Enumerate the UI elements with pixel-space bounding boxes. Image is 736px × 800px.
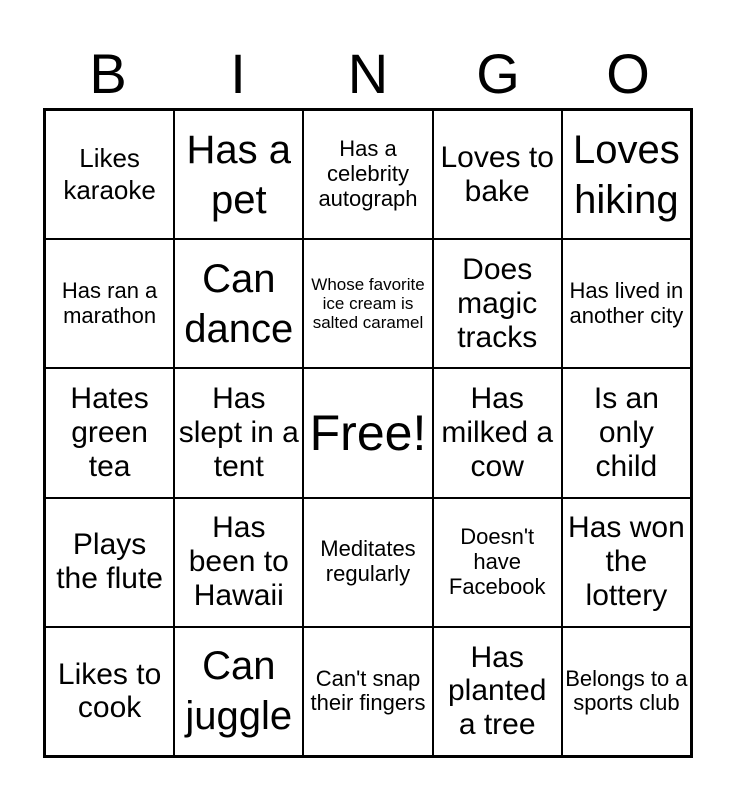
cell-text: Has milked a cow — [441, 382, 554, 483]
free-space: Free! — [309, 404, 427, 461]
cell-text: Has a pet — [186, 127, 292, 222]
bingo-cell-r2c1[interactable] — [45, 239, 174, 368]
cell-text: Can juggle — [185, 644, 293, 739]
bingo-cell-r3c2[interactable] — [174, 368, 303, 497]
cell-text: Doesn't have Facebook — [448, 523, 546, 599]
cell-text: Has ran a marathon — [61, 277, 158, 328]
cell-text: Has slept in a tent — [178, 382, 299, 483]
bingo-cell-r2c2[interactable] — [174, 239, 303, 368]
bingo-header — [43, 40, 693, 108]
bingo-cell-r4c2[interactable] — [174, 498, 303, 627]
cell-text: Belongs to a sports club — [565, 665, 688, 716]
cell-text: Has been to Hawaii — [188, 511, 289, 613]
bingo-cell-r1c1[interactable] — [45, 110, 174, 239]
bingo-cell-r5c4[interactable] — [433, 627, 562, 756]
cell-text: Is an only child — [593, 382, 659, 483]
bingo-cell-r2c4[interactable] — [433, 239, 562, 368]
cell-text: Has won the lottery — [568, 511, 685, 613]
bingo-board — [43, 108, 693, 758]
bingo-cell-r4c5[interactable] — [562, 498, 691, 627]
bingo-cell-r5c1[interactable] — [45, 627, 174, 756]
bingo-cell-r4c4[interactable] — [433, 498, 562, 627]
cell-text: Can dance — [184, 256, 294, 351]
bingo-cell-r5c3[interactable] — [303, 627, 432, 756]
bingo-cell-r3c5[interactable] — [562, 368, 691, 497]
bingo-cell-r2c5[interactable] — [562, 239, 691, 368]
bingo-cell-r4c3[interactable] — [303, 498, 432, 627]
cell-text: Loves hiking — [573, 127, 680, 222]
header-letter-o: O — [606, 42, 650, 105]
cell-text: Has lived in another city — [569, 277, 684, 328]
bingo-cell-r1c4[interactable] — [433, 110, 562, 239]
header-letter-g: G — [476, 42, 520, 105]
bingo-cell-r5c2[interactable] — [174, 627, 303, 756]
cell-text: Likes to cook — [57, 657, 162, 725]
cell-text: Hates green tea — [70, 382, 149, 483]
cell-text: Can't snap their fingers — [310, 665, 426, 716]
cell-text: Loves to bake — [440, 140, 554, 208]
cell-text: Whose favorite ice cream is salted caramel — [311, 274, 425, 333]
bingo-cell-r3c3[interactable] — [303, 368, 432, 497]
bingo-cell-r1c5[interactable] — [562, 110, 691, 239]
header-letter-i: I — [230, 42, 246, 105]
bingo-cell-r3c4[interactable] — [433, 368, 562, 497]
bingo-cell-r1c2[interactable] — [174, 110, 303, 239]
cell-text: Has planted a tree — [447, 640, 547, 742]
cell-text: Plays the flute — [56, 528, 163, 596]
cell-text: Meditates regularly — [320, 536, 416, 587]
cell-text: Has a celebrity autograph — [318, 136, 418, 212]
cell-text: Does magic tracks — [457, 252, 538, 354]
bingo-cell-r4c1[interactable] — [45, 498, 174, 627]
header-letter-b: B — [89, 42, 127, 105]
bingo-cell-r5c5[interactable] — [562, 627, 691, 756]
bingo-cell-r1c3[interactable] — [303, 110, 432, 239]
header-letter-n: N — [347, 42, 389, 105]
bingo-cell-r2c3[interactable] — [303, 239, 432, 368]
bingo-cell-r3c1[interactable] — [45, 368, 174, 497]
cell-text: Likes karaoke — [63, 143, 156, 205]
